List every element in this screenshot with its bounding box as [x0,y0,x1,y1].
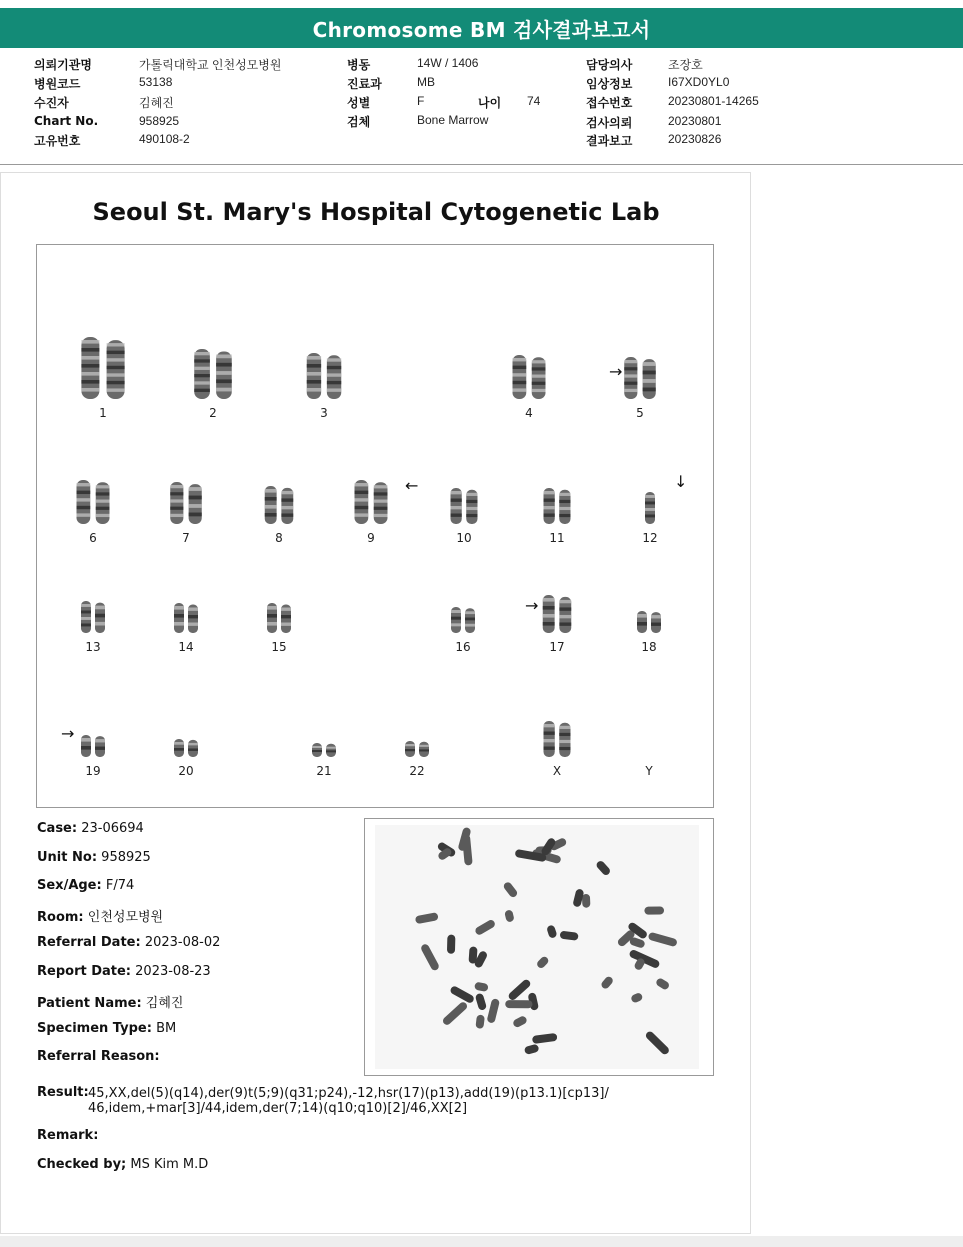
info-label: 의뢰기관명 [34,58,92,72]
result-line-2: 46,idem,+mar[3]/44,idem,der(7;14)(q10;q10)[2]/46,XX[2] [88,1101,468,1116]
patient-info-panel [0,52,963,162]
chromosome-label: 2 [209,406,217,420]
field-case: Case: 23-06694 [37,821,144,836]
field-referral-reason: Referral Reason: [37,1049,160,1064]
field-remark: Remark: [37,1128,99,1143]
chromosome-label: 19 [85,764,101,778]
abnormality-arrow-icon: ↓ [674,472,688,491]
info-value: 20230801-14265 [668,94,759,108]
info-label: 검체 [347,115,371,129]
chromosome-label: X [552,764,562,778]
report-title: Chromosome BM 검사결과보고서 [0,8,963,48]
chromosome-pair-7 [170,482,202,524]
info-label: 진료과 [347,77,382,91]
result-line-1: 45,XX,del(5)(q14),der(9)t(5;9)(q31;p24),-12,hsr(17)(p13),add(19)(p13.1)[cp13]/ [88,1086,609,1101]
metaphase-chromosome [505,1000,532,1008]
metaphase-chromosome [447,935,455,954]
chromosome-label: 6 [89,531,97,545]
info-value: 조장호 [668,58,703,72]
abnormality-arrow-icon: → [609,362,623,381]
chromosome-pair-16 [451,607,475,633]
info-value: 53138 [139,75,173,89]
abnormality-arrow-icon: → [61,724,75,743]
chromosome-pair-17 [543,595,572,633]
metaphase-image [364,818,714,1076]
chromosome-pair-15 [267,603,291,633]
info-value: F [417,94,425,108]
chromosome-pair-18 [637,611,661,633]
chromosome-pair-9 [355,480,388,524]
field-referral-date: Referral Date: 2023-08-02 [37,935,221,950]
field-room: Room: 인천성모병원 [37,910,164,925]
info-label: 접수번호 [586,96,633,110]
chromosome-pair-13 [81,601,105,633]
chromosome-pair-X [544,721,571,757]
info-value: 20230801 [668,114,722,128]
info-value: Bone Marrow [417,113,489,127]
chromosome-pair-2 [194,349,232,399]
chromosome-pair-3 [307,353,342,399]
metaphase-chromosome [468,946,477,963]
chromosome-label: 21 [316,764,332,778]
chromosome-label: 7 [182,531,190,545]
chromosome-label: 18 [641,640,657,654]
metaphase-canvas [365,819,713,1075]
info-label: 임상정보 [586,77,633,91]
chromosome-pair-22 [405,741,429,757]
chromosome-pair-20 [174,739,198,757]
chromosome-pair-19 [81,735,105,757]
chromosome-pair-5 [624,357,656,399]
info-value: 가톨릭대학교 인천성모병원 [139,58,282,72]
chromosome-pair-11 [544,488,571,524]
chromosome-label: 16 [455,640,471,654]
age-label: 나이 [478,96,502,110]
chromosome-pair-10 [451,488,478,524]
info-value: 20230826 [668,132,722,146]
chromosome-label: 15 [271,640,287,654]
info-label: 검사의뢰 [586,116,633,130]
metaphase-chromosome [644,906,664,914]
chromosome-pair-14 [174,603,198,633]
abnormality-arrow-icon: → [525,596,539,615]
chromosome-label: 22 [409,764,425,778]
info-label: Chart No. [34,114,99,128]
chromosome-label: 14 [178,640,194,654]
field-specimen-type: Specimen Type: BM [37,1021,177,1036]
info-label: 결과보고 [586,134,633,148]
chromosome-label: 11 [549,531,565,545]
info-value: MB [417,75,435,89]
chromosome-label: 8 [275,531,283,545]
field-checked-by: Checked by; MS Kim M.D [37,1157,209,1172]
chromosome-label: 4 [525,406,533,420]
chromosome-label: 17 [549,640,565,654]
page-bottom-strip [0,1236,963,1247]
chromosome-pair-1 [81,337,124,399]
chromosome-pair-21 [312,743,336,757]
chromosome-label: 12 [642,531,658,545]
info-label: 담당의사 [586,58,633,72]
chromosome-pair-8 [265,486,294,524]
chromosome-label: 13 [85,640,101,654]
chromosome-label: 3 [320,406,328,420]
info-value: 958925 [139,114,180,128]
abnormality-arrow-icon: ← [405,476,419,495]
info-value: 14W / 1406 [417,56,479,70]
header-divider [0,164,963,165]
age-value: 74 [527,94,541,108]
info-label: 고유번호 [34,134,81,148]
field-sex-age: Sex/Age: F/74 [37,878,135,893]
chromosome-pair-4 [513,355,546,399]
info-label: 성별 [347,96,371,110]
info-value: 490108-2 [139,132,190,146]
karyotype-image [36,244,714,808]
info-value: 김혜진 [139,96,174,110]
chromosome-label: 5 [636,406,644,420]
info-label: 병원코드 [34,77,81,91]
chromosome-label: Y [645,764,653,778]
karyogram-canvas [37,245,713,807]
chromosome-pair-6 [77,480,110,524]
chromosome-pair-12 [645,492,655,524]
info-label: 병동 [347,58,371,72]
field-unit-no: Unit No: 958925 [37,850,151,865]
result-label: Result: [37,1085,89,1100]
field-report-date: Report Date: 2023-08-23 [37,964,211,979]
lab-title: Seoul St. Mary's Hospital Cytogenetic Lab [92,198,660,226]
chromosome-label: 20 [178,764,194,778]
chromosome-label: 1 [99,406,107,420]
chromosome-label: 10 [456,531,472,545]
field-patient-name: Patient Name: 김혜진 [37,996,184,1011]
info-label: 수진자 [34,96,69,110]
metaphase-chromosome [582,894,591,908]
chromosome-label: 9 [367,531,375,545]
info-value: I67XD0YL0 [668,75,730,89]
